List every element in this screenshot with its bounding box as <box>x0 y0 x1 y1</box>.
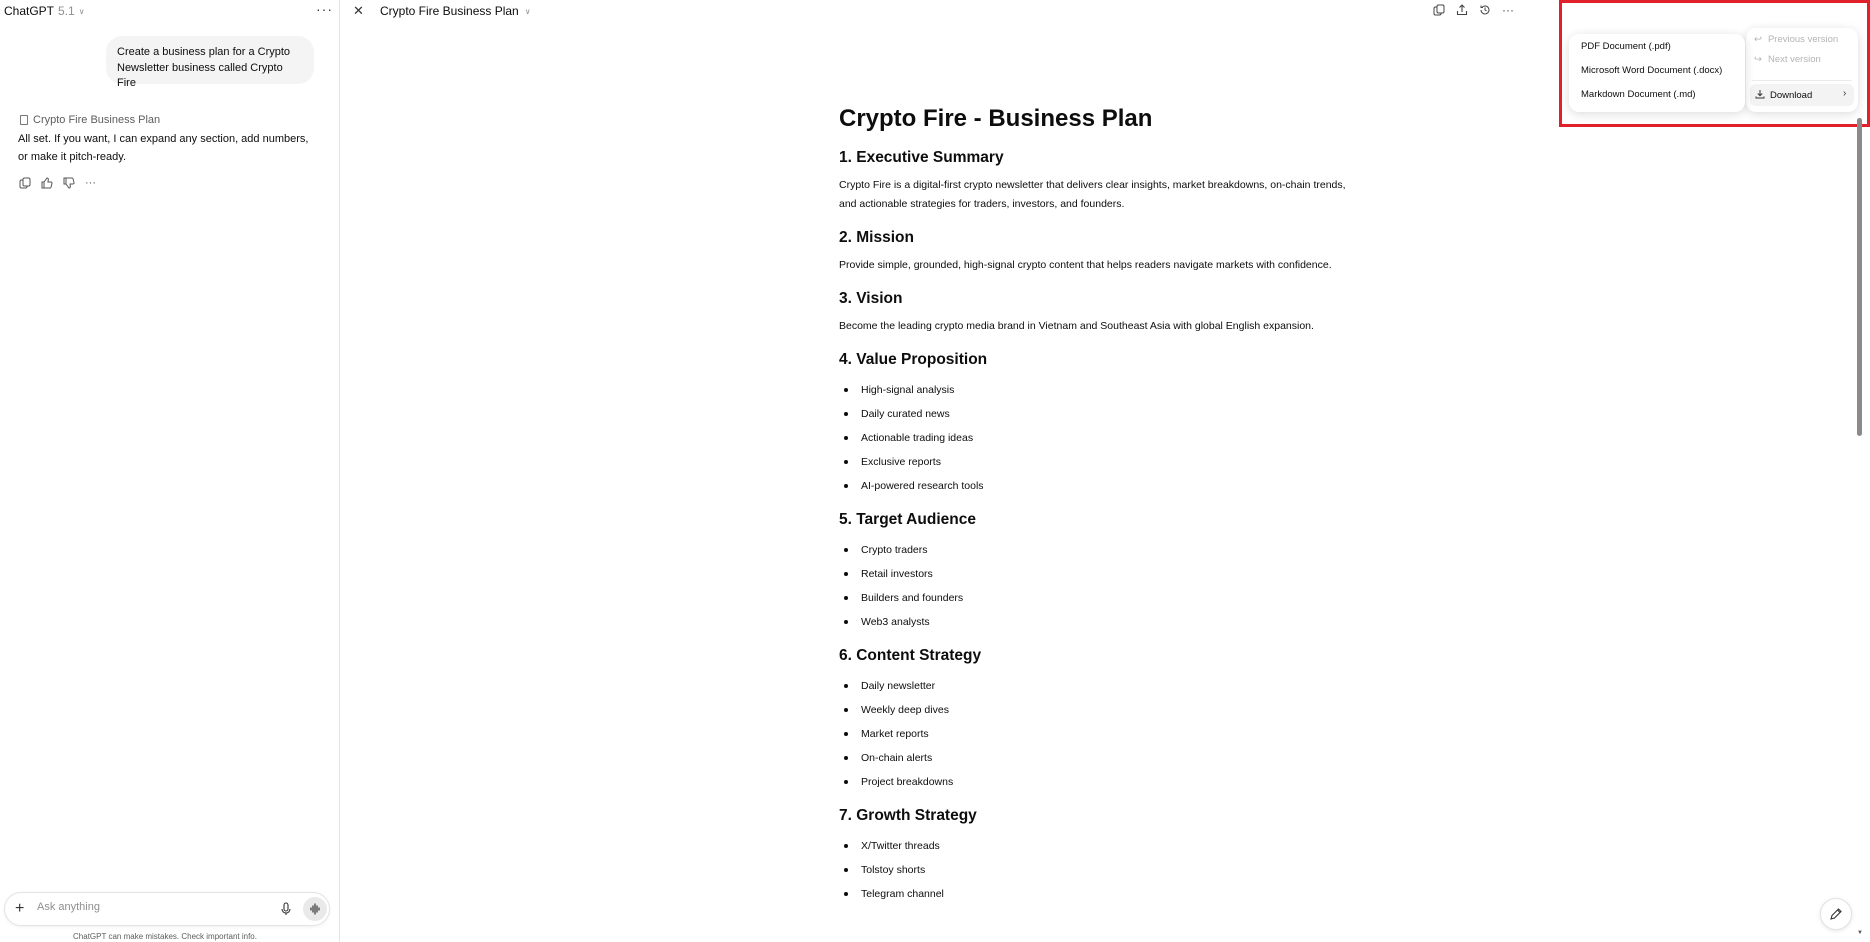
download-label: Download <box>1770 90 1813 101</box>
model-name: ChatGPT <box>4 4 55 18</box>
bullet-list <box>839 378 1359 498</box>
edit-pencil-button[interactable] <box>1820 898 1852 930</box>
canvas-title-label: Crypto Fire Business Plan <box>380 4 519 18</box>
bullet-list <box>839 538 1359 634</box>
list-item: On-chain alerts <box>839 746 1359 770</box>
microphone-icon[interactable] <box>279 902 293 916</box>
message-actions <box>18 176 97 189</box>
section-heading: 1. Executive Summary <box>839 149 1004 166</box>
list-item: Market reports <box>839 722 1359 746</box>
canvas-title[interactable] <box>380 4 531 18</box>
section-heading: 6. Content Strategy <box>839 647 982 664</box>
list-item: Weekly deep dives <box>839 698 1359 722</box>
scrollbar-thumb[interactable] <box>1857 118 1862 436</box>
section-text: Provide simple, grounded, high-signal crypto content that helps readers navigate markets with confidence. <box>839 259 1332 271</box>
document-icon <box>20 115 28 125</box>
waveform-icon <box>309 903 321 915</box>
list-item: X/Twitter threads <box>839 834 1359 858</box>
close-icon[interactable]: ✕ <box>353 3 364 18</box>
section-heading: 4. Value Proposition <box>839 351 988 368</box>
download-pdf-item[interactable]: PDF Document (.pdf) <box>1581 41 1671 52</box>
list-item: Web3 analysts <box>839 610 1359 634</box>
section-content-strategy <box>839 646 1359 794</box>
chevron-down-icon: ∨ <box>524 6 531 16</box>
history-icon[interactable] <box>1478 3 1492 17</box>
section-vision <box>839 289 1359 336</box>
chevron-right-icon: › <box>1843 88 1847 99</box>
download-md-item[interactable]: Markdown Document (.md) <box>1581 89 1696 100</box>
next-version-label: Next version <box>1767 54 1821 65</box>
share-icon[interactable] <box>1455 3 1469 17</box>
section-mission <box>839 228 1359 275</box>
section-heading: 7. Growth Strategy <box>839 807 977 824</box>
document-title: Crypto Fire - Business Plan <box>839 105 1153 132</box>
section-value-proposition <box>839 350 1359 498</box>
copy-icon[interactable] <box>18 176 31 189</box>
canvas-toolbar <box>1432 3 1515 17</box>
list-item: Telegram channel <box>839 882 1359 906</box>
prompt-input[interactable] <box>37 901 237 913</box>
plus-icon[interactable]: + <box>15 900 25 917</box>
list-item: Retail investors <box>839 562 1359 586</box>
section-text: Crypto Fire is a digital-first crypto newsletter that delivers clear insights, market breakdowns, on-chain trends, and actionable strategies for traders, investors, and founders. <box>839 179 1346 210</box>
section-growth-strategy <box>839 806 1359 906</box>
section-heading: 2. Mission <box>839 229 914 246</box>
list-item: Daily newsletter <box>839 674 1359 698</box>
copy-icon[interactable] <box>1432 3 1446 17</box>
list-item: Crypto traders <box>839 538 1359 562</box>
previous-version-label: Previous version <box>1767 34 1839 45</box>
list-item: Daily curated news <box>839 402 1359 426</box>
user-message: Create a business plan for a Crypto Newsletter business called Crypto Fire <box>106 36 314 84</box>
thumbs-up-icon[interactable] <box>40 176 53 189</box>
more-options-icon[interactable]: ··· <box>316 1 333 17</box>
composer <box>4 892 330 926</box>
chevron-down-icon: ∨ <box>78 6 85 16</box>
canvas-doc-link-label: Crypto Fire Business Plan <box>33 114 161 126</box>
chat-panel <box>0 0 340 942</box>
list-item: Actionable trading ideas <box>839 426 1359 450</box>
undo-arrow-icon: ↩ <box>1754 34 1762 45</box>
assistant-message: All set. If you want, I can expand any section, add numbers, or make it pitch-ready. <box>18 133 309 163</box>
list-item: AI-powered research tools <box>839 474 1359 498</box>
list-item: Exclusive reports <box>839 450 1359 474</box>
disclaimer: ChatGPT can make mistakes. Check important info. <box>73 932 257 941</box>
section-heading: 3. Vision <box>839 290 903 307</box>
highlight-box <box>1559 0 1870 127</box>
canvas-doc-link[interactable] <box>20 114 160 126</box>
pencil-icon <box>1829 907 1843 921</box>
list-item: High-signal analysis <box>839 378 1359 402</box>
section-heading: 5. Target Audience <box>839 511 976 528</box>
thumbs-down-icon[interactable] <box>62 176 75 189</box>
section-text: Become the leading crypto media brand in Vietnam and Southeast Asia with global English expansion. <box>839 320 1314 332</box>
model-version: 5.1 <box>58 4 75 18</box>
model-selector[interactable] <box>4 4 85 18</box>
bullet-list <box>839 674 1359 794</box>
more-actions-icon[interactable]: ··· <box>85 176 96 189</box>
bullet-list <box>839 834 1359 906</box>
list-item: Builders and founders <box>839 586 1359 610</box>
list-item: Project breakdowns <box>839 770 1359 794</box>
document-body <box>839 104 1359 918</box>
download-docx-item[interactable]: Microsoft Word Document (.docx) <box>1581 65 1723 76</box>
redo-arrow-icon: ↪ <box>1754 54 1762 65</box>
section-executive-summary <box>839 148 1359 214</box>
list-item: Tolstoy shorts <box>839 858 1359 882</box>
chat-header <box>0 0 340 22</box>
voice-mode-button[interactable] <box>303 897 327 921</box>
more-options-icon[interactable]: ··· <box>1502 3 1514 17</box>
section-target-audience <box>839 510 1359 634</box>
scroll-down-arrow-icon[interactable]: ▼ <box>1857 930 1863 936</box>
